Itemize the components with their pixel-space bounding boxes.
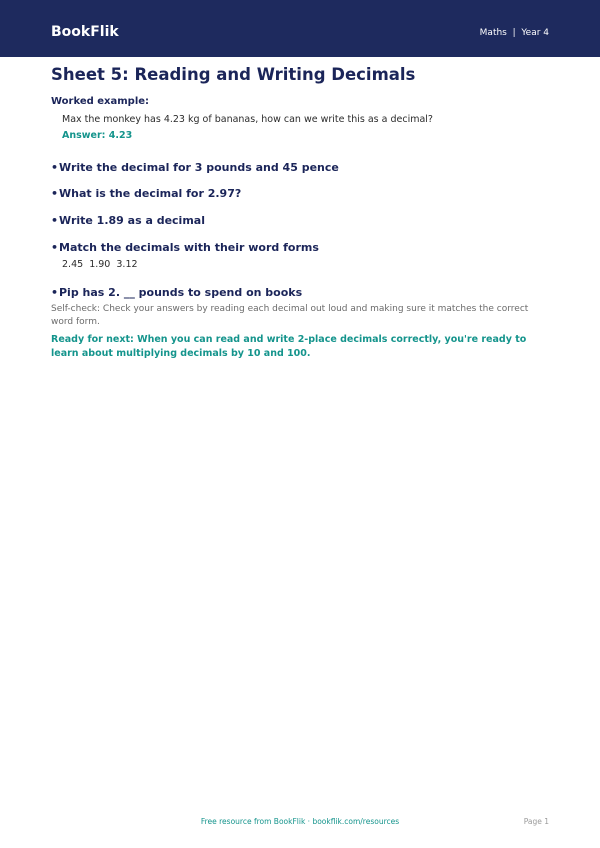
- question-item: [51, 285, 302, 300]
- question-item: [51, 160, 339, 175]
- question-item: [51, 240, 319, 255]
- bullet-icon: •: [51, 214, 59, 227]
- worked-example-question: Max the monkey has 4.23 kg of bananas, how can we write this as a decimal?: [62, 114, 433, 125]
- question-text: Write 1.89 as a decimal: [59, 214, 205, 227]
- bullet-icon: •: [51, 187, 59, 200]
- footer-credit: Free resource from BookFlik · bookflik.com/resources: [200, 817, 400, 826]
- question-item: [51, 213, 205, 228]
- subject-year-label: Maths | Year 4: [479, 28, 549, 38]
- worked-example-answer: Answer: 4.23: [62, 130, 133, 141]
- question-text: Write the decimal for 3 pounds and 45 pence: [59, 161, 339, 174]
- bullet-icon: •: [51, 241, 59, 254]
- question-item: [51, 186, 241, 201]
- question-text: What is the decimal for 2.97?: [59, 187, 242, 200]
- question-text: Pip has 2. __ pounds to spend on books: [59, 286, 303, 299]
- question-text: Match the decimals with their word forms: [59, 241, 319, 254]
- ready-for-next-note: Ready for next: When you can read and write 2-place decimals correctly, you're ready to learn about multiplying decimals by 10 and 100.: [51, 334, 527, 359]
- bullet-icon: •: [51, 161, 59, 174]
- page-number: Page 1: [523, 817, 549, 826]
- worked-example-label: Worked example:: [51, 96, 150, 107]
- self-check-note: Self-check: Check your answers by reading each decimal out loud and making sure it matches the correct word form.: [51, 304, 529, 327]
- brand-logo-text: BookFlik: [51, 24, 119, 40]
- bullet-icon: •: [51, 286, 59, 299]
- sheet-title: Sheet 5: Reading and Writing Decimals: [51, 65, 416, 84]
- page-header: [0, 0, 600, 57]
- decimal-options: 2.45 1.90 3.12: [62, 259, 138, 270]
